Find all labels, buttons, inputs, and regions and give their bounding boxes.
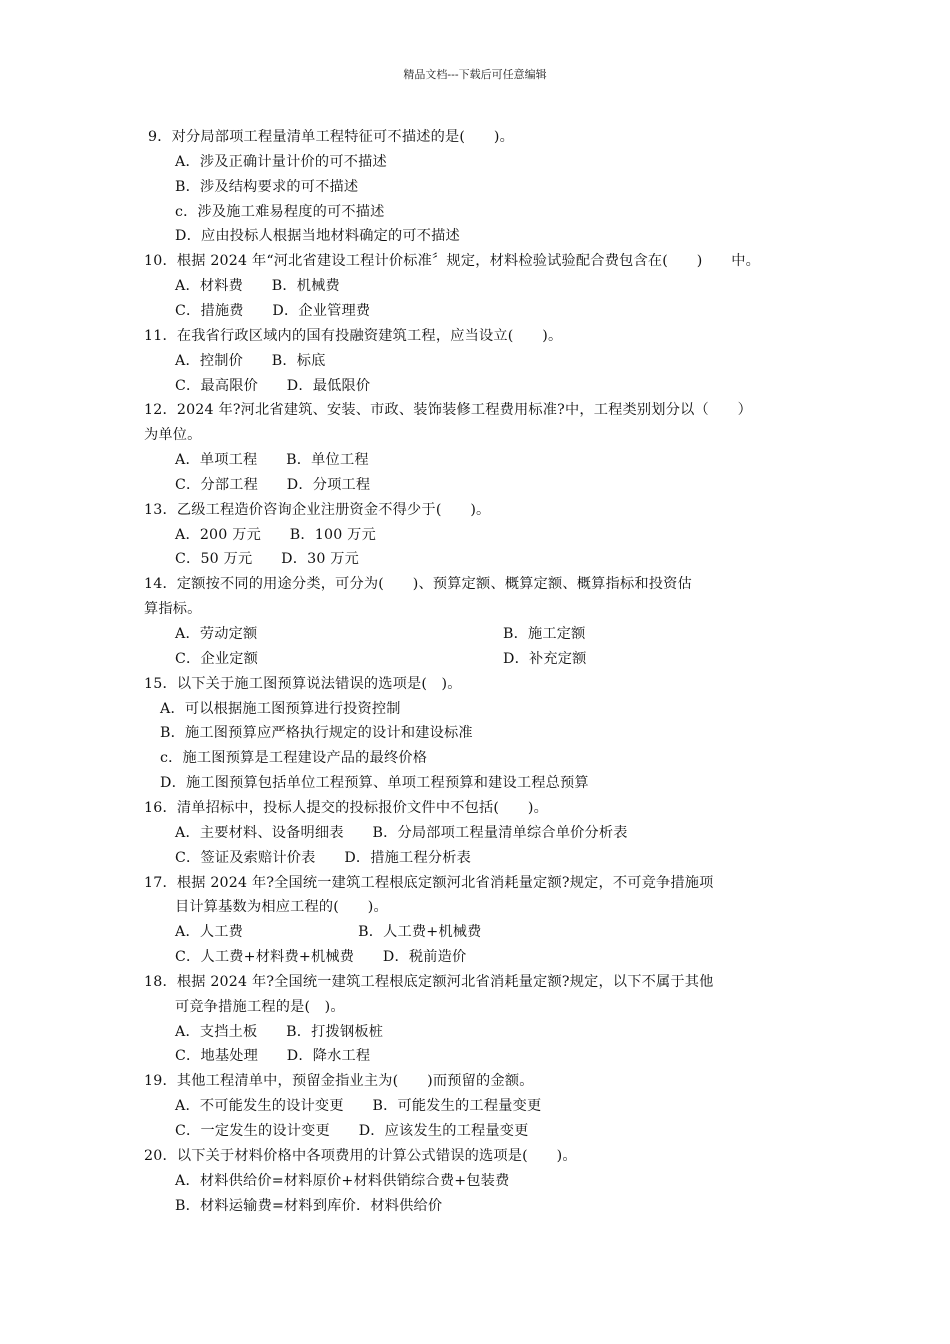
- line-text: 17．根据 2024 年?全国统一建筑工程根底定额河北省消耗量定额?规定，不可竞争措施项: [144, 875, 714, 891]
- line-text-right-option: B．施工定额: [503, 626, 586, 642]
- line-text: C．50 万元 D．30 万元: [175, 551, 360, 567]
- text-line: [144, 1145, 577, 1167]
- text-line: [160, 772, 589, 794]
- text-line: [175, 176, 358, 198]
- line-text: D．施工图预算包括单位工程预算、单项工程预算和建设工程总预算: [160, 775, 589, 791]
- text-line: [175, 648, 258, 670]
- line-text: D．应由投标人根据当地材料确定的可不描述: [175, 228, 460, 244]
- text-line: [175, 225, 460, 247]
- text-line: [175, 275, 340, 297]
- text-line: [148, 126, 514, 148]
- line-text: A．可以根据施工图预算进行投资控制: [160, 701, 401, 717]
- text-line: [175, 1120, 529, 1142]
- line-text: A．劳动定额: [175, 626, 258, 642]
- line-text: A．材料供给价=材料原价+材料供销综合费+包装费: [175, 1173, 510, 1189]
- text-line: [144, 872, 714, 894]
- text-line: [175, 623, 257, 645]
- text-line: [175, 847, 471, 869]
- line-text: 9．对分局部项工程量清单工程特征可不描述的是( )。: [148, 129, 514, 145]
- line-text: 15．以下关于施工图预算说法错误的选项是( )。: [144, 676, 462, 692]
- text-line: [175, 1045, 370, 1067]
- line-text: 16．清单招标中，投标人提交的投标报价文件中不包括( )。: [144, 800, 549, 816]
- line-text: A．不可能发生的设计变更 B．可能发生的工程量变更: [175, 1098, 542, 1114]
- text-line: [175, 300, 370, 322]
- line-text: C．签证及索赔计价表 D．措施工程分析表: [175, 850, 471, 866]
- line-text: 可竞争措施工程的是( )。: [175, 999, 345, 1015]
- line-text: A．支挡土板 B．打拨钢板桩: [175, 1024, 384, 1040]
- text-line: [175, 896, 388, 918]
- text-line: [160, 722, 473, 744]
- line-text: 13．乙级工程造价咨询企业注册资金不得少于( )。: [144, 502, 491, 518]
- line-text: 14．定额按不同的用途分类，可分为( )、预算定额、概算定额、概算指标和投资估: [144, 576, 692, 592]
- line-text: A．人工费 B．人工费+机械费: [175, 924, 482, 940]
- text-line: [175, 996, 345, 1018]
- text-line: [175, 822, 628, 844]
- text-line: [175, 1021, 383, 1043]
- line-text: 为单位。: [144, 427, 202, 443]
- text-line: [144, 971, 714, 993]
- text-line: [144, 499, 490, 521]
- text-line: [144, 673, 462, 695]
- text-line: [144, 325, 562, 347]
- text-line: [175, 946, 466, 968]
- line-text: B．施工图预算应严格执行规定的设计和建设标准: [160, 725, 473, 741]
- line-text: C．一定发生的设计变更 D．应该发生的工程量变更: [175, 1123, 529, 1139]
- line-text: 19．其他工程清单中，预留金指业主为( )而预留的金额。: [144, 1073, 534, 1089]
- line-text: 18．根据 2024 年?全国统一建筑工程根底定额河北省消耗量定额?规定，以下不属于其他: [144, 974, 714, 990]
- line-text: A．主要材料、设备明细表 B．分局部项工程量清单综合单价分析表: [175, 825, 628, 841]
- line-text: A．单项工程 B．单位工程: [175, 452, 369, 468]
- text-line: [144, 250, 760, 272]
- text-line: [175, 1170, 509, 1192]
- text-line: [175, 921, 482, 943]
- text-line: [144, 573, 692, 595]
- text-line: [144, 399, 752, 421]
- text-line: [175, 474, 370, 496]
- text-line: [175, 449, 369, 471]
- text-line: [175, 375, 370, 397]
- text-line: [175, 524, 376, 546]
- line-text: 12．2024 年?河北省建筑、安装、市政、装饰装修工程费用标准?中，工程类别划分以（ ）: [144, 402, 753, 418]
- text-line: [175, 151, 387, 173]
- line-text: C．人工费+材料费+机械费 D．税前造价: [175, 949, 467, 965]
- line-text-right-option: D．补充定额: [503, 651, 587, 667]
- text-line: [175, 350, 326, 372]
- line-text: C．地基处理 D．降水工程: [175, 1048, 371, 1064]
- text-line: [160, 698, 401, 720]
- text-line: [175, 1095, 541, 1117]
- line-text: c．涉及施工难易程度的可不描述: [175, 204, 385, 220]
- text-line: [160, 747, 427, 769]
- text-line: [175, 201, 385, 223]
- line-text: 11．在我省行政区域内的国有投融资建筑工程，应当设立( )。: [144, 328, 563, 344]
- page-header: 精品文档---下载后可任意编辑: [403, 68, 547, 81]
- line-text: A．涉及正确计量计价的可不描述: [175, 154, 387, 170]
- line-text: 目计算基数为相应工程的( )。: [175, 899, 388, 915]
- line-text: A．材料费 B．机械费: [175, 278, 340, 294]
- line-text: 20．以下关于材料价格中各项费用的计算公式错误的选项是( )。: [144, 1148, 577, 1164]
- line-text: A．200 万元 B．100 万元: [175, 527, 376, 543]
- line-text: A．控制价 B．标底: [175, 353, 326, 369]
- line-text: C．最高限价 D．最低限价: [175, 378, 371, 394]
- line-text: B．涉及结构要求的可不描述: [175, 179, 359, 195]
- text-line: [144, 797, 548, 819]
- text-line: [144, 424, 202, 446]
- text-line: [175, 548, 359, 570]
- line-text: C．分部工程 D．分项工程: [175, 477, 371, 493]
- line-text: c．施工图预算是工程建设产品的最终价格: [160, 750, 428, 766]
- text-line: [144, 598, 202, 620]
- line-text: 10．根据 2024 年“河北省建设工程计价标准〞规定，材料检验试验配合费包含在( ) 中。: [144, 253, 761, 269]
- line-text: C．措施费 D．企业管理费: [175, 303, 371, 319]
- text-line: [175, 1195, 442, 1217]
- line-text: C．企业定额: [175, 651, 258, 667]
- text-line: [144, 1070, 534, 1092]
- line-text: 算指标。: [144, 601, 202, 617]
- line-text: B．材料运输费=材料到库价．材料供给价: [175, 1198, 443, 1214]
